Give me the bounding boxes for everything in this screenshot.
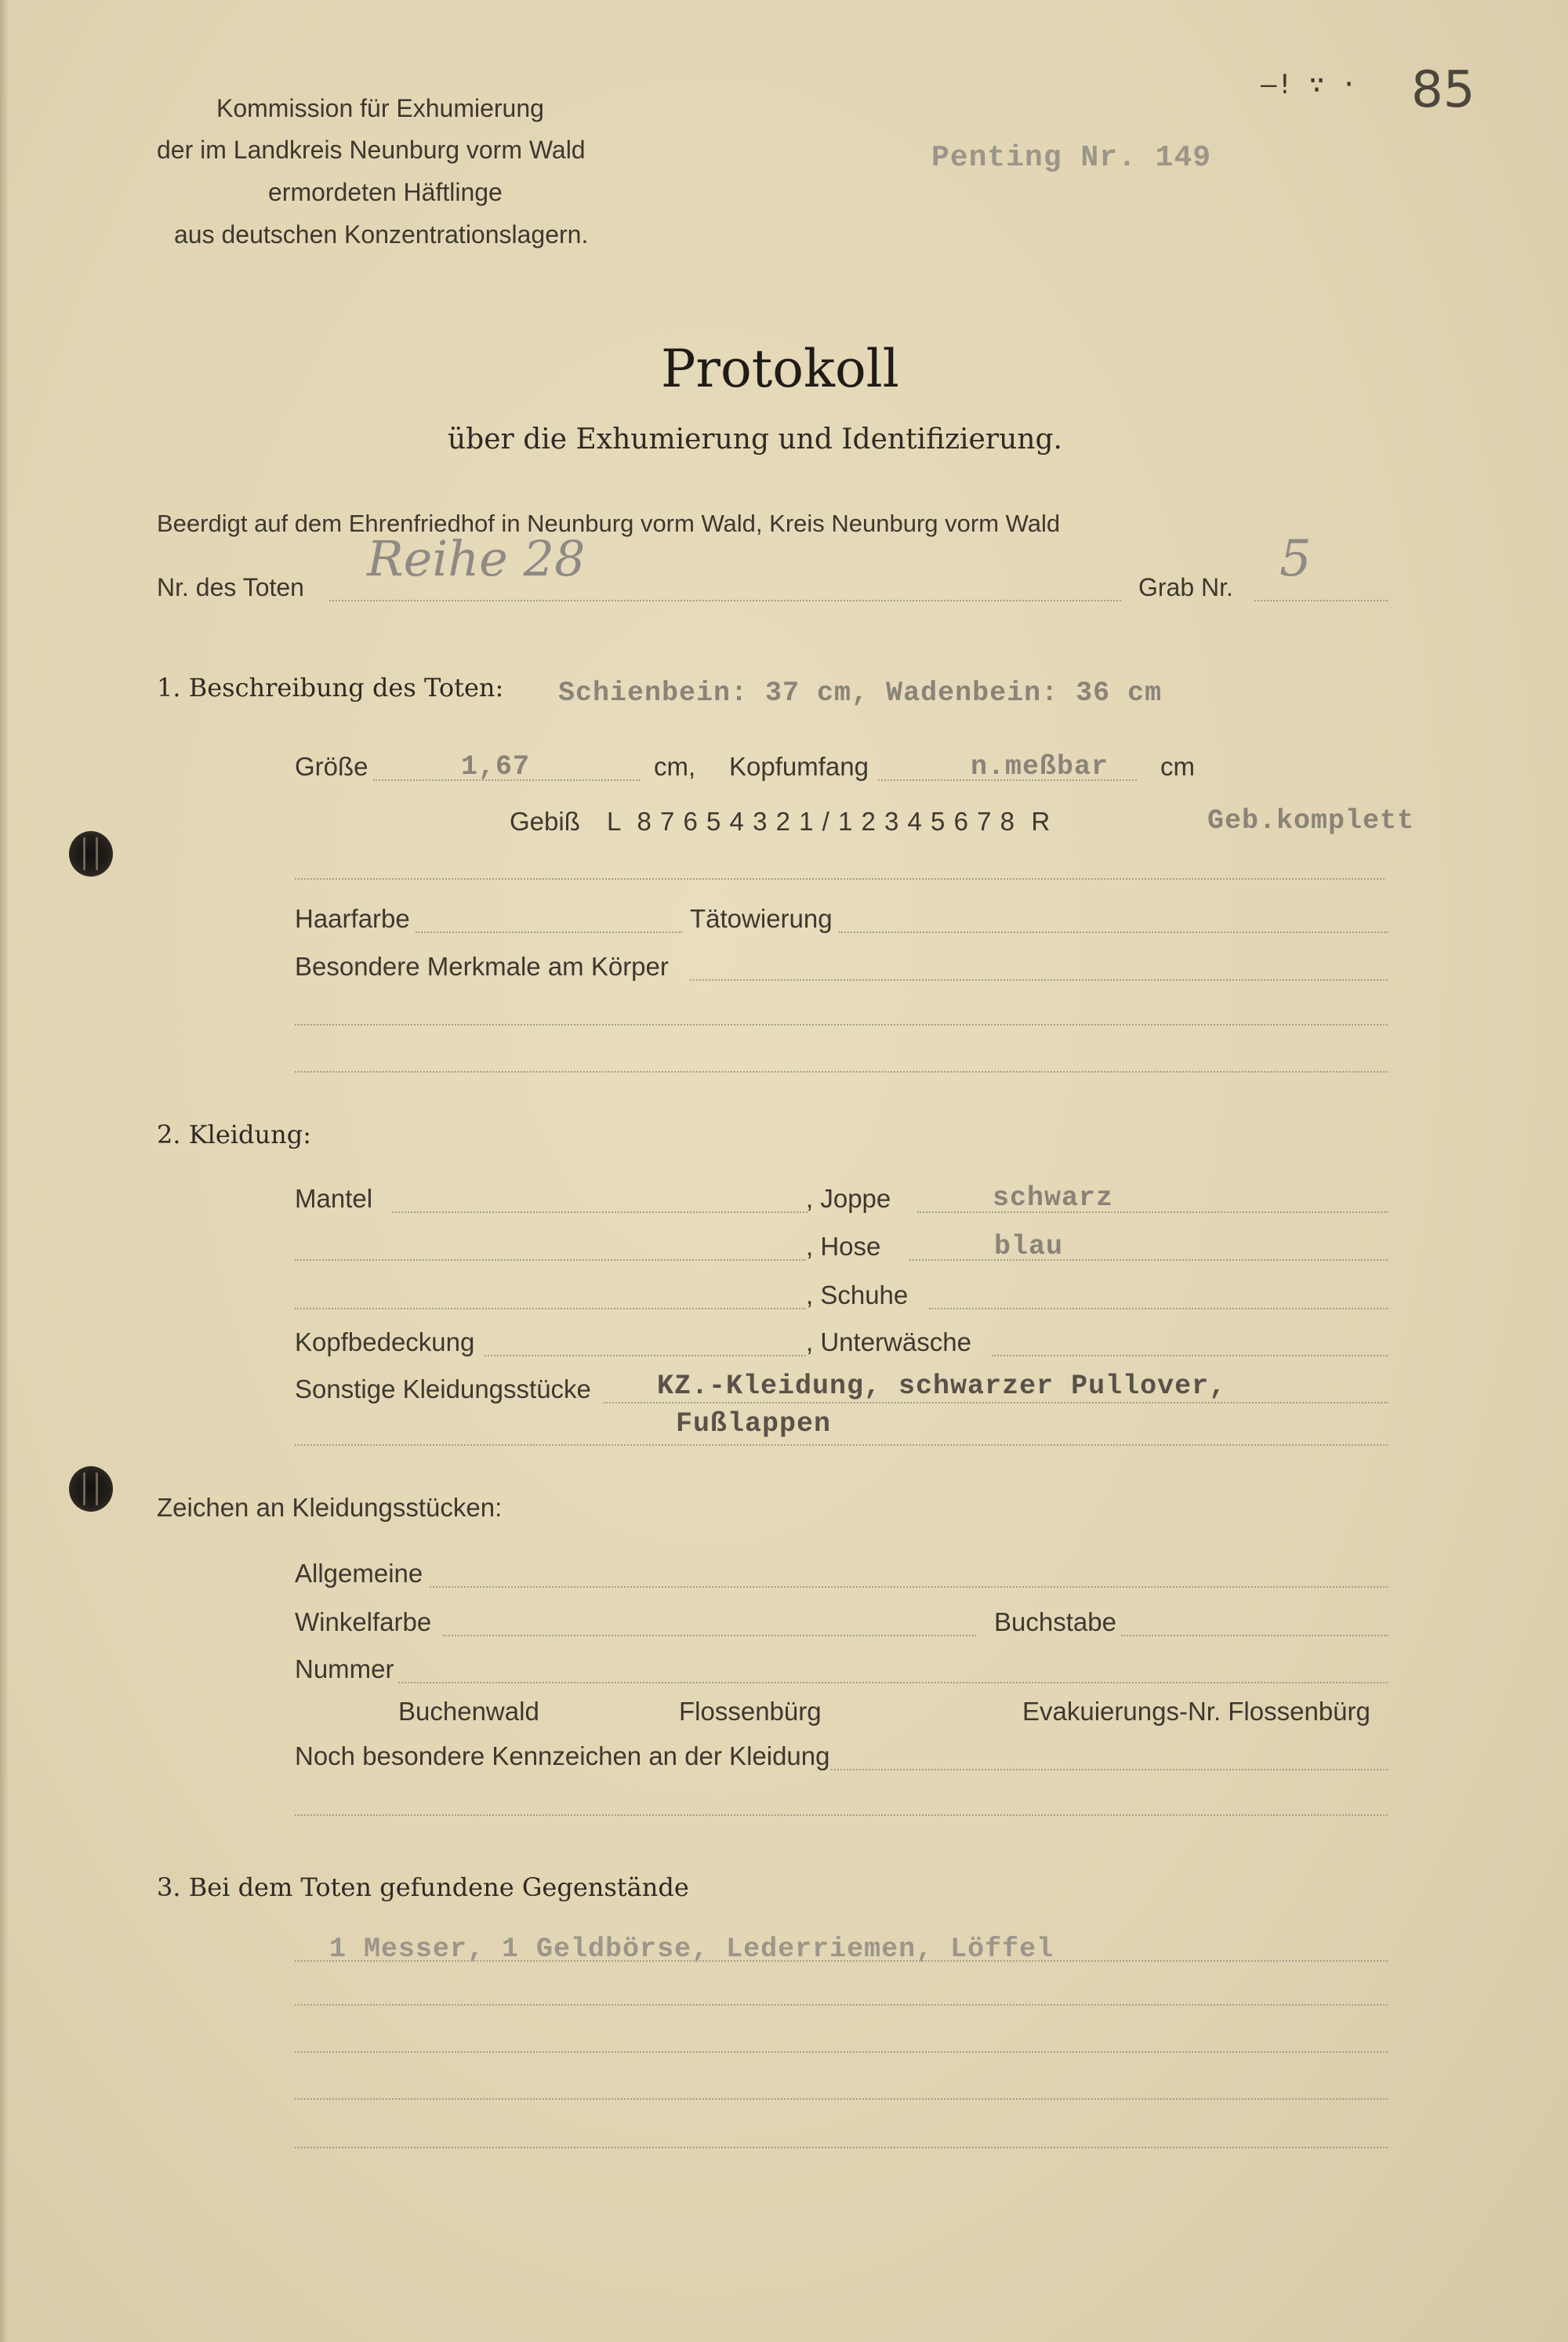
section3-value: 1 Messer, 1 Geldbörse, Lederriemen, Löffel — [329, 1934, 1054, 1965]
cm2-label: cm — [1160, 752, 1195, 781]
section3-line-1 — [295, 1960, 1388, 1962]
allgemeine-label: Allgemeine — [295, 1559, 423, 1588]
unterwaesche-label: , Unterwäsche — [806, 1327, 971, 1356]
buchstabe-line — [1121, 1635, 1388, 1636]
grab-value: 5 — [1279, 530, 1312, 588]
groesse-value: 1,67 — [461, 751, 531, 782]
hose-value: blau — [994, 1231, 1064, 1262]
zeichen-heading: Zeichen an Kleidungsstücken: — [157, 1493, 503, 1522]
nr-line — [329, 600, 1121, 601]
mantel-label: Mantel — [295, 1184, 373, 1213]
top-right-marks: –! ∵ · — [1261, 69, 1357, 100]
section3-line-4 — [295, 2098, 1388, 2100]
sonstige-value-1: KZ.-Kleidung, schwarzer Pullover, — [657, 1371, 1227, 1402]
winkelfarbe-line — [443, 1635, 976, 1636]
kopfumfang-label: Kopfumfang — [729, 752, 869, 781]
noch-line — [831, 1769, 1388, 1770]
sonstige-label: Sonstige Kleidungsstücke — [295, 1374, 591, 1403]
merkmale-line — [690, 979, 1388, 981]
sonstige-line — [604, 1402, 1388, 1403]
section2-heading: 2. Kleidung: — [157, 1120, 311, 1149]
commission-line-4: aus deutschen Konzentrationslagern. — [174, 220, 589, 249]
groesse-label: Größe — [295, 752, 368, 781]
joppe-line — [917, 1211, 1388, 1213]
page-edge — [0, 0, 8, 2342]
grab-line — [1254, 600, 1388, 601]
buchenwald-label: Buchenwald — [398, 1697, 539, 1726]
hose-label: , Hose — [806, 1232, 881, 1261]
mantel-line — [392, 1211, 808, 1213]
joppe-label: , Joppe — [806, 1184, 891, 1213]
grab-label: Grab Nr. — [1138, 573, 1233, 601]
section3-line-2 — [295, 2004, 1388, 2006]
sonstige-line-2 — [295, 1444, 1388, 1446]
joppe-value: schwarz — [993, 1182, 1114, 1214]
document-title: Protokoll — [661, 339, 899, 399]
merkmale-line-3 — [295, 1071, 1388, 1073]
punch-hole-top — [69, 831, 113, 877]
document-subtitle: über die Exhumierung und Identifizierung. — [448, 423, 1062, 456]
nummer-line — [398, 1682, 1388, 1683]
section3-heading: 3. Bei dem Toten gefundene Gegenstände — [157, 1872, 689, 1902]
noch-label: Noch besondere Kennzeichen an der Kleidung — [295, 1741, 830, 1770]
merkmale-line-2 — [295, 1024, 1388, 1026]
commission-line-1: Kommission für Exhumierung — [216, 94, 544, 122]
evakuierung-label: Evakuierungs-Nr. Flossenbürg — [1022, 1697, 1370, 1726]
hose-line — [909, 1259, 1388, 1261]
haarfarbe-line — [416, 931, 682, 933]
flossenbuerg-label: Flossenbürg — [679, 1697, 822, 1726]
buchstabe-label: Buchstabe — [994, 1607, 1116, 1636]
sonstige-value-2: Fußlappen — [676, 1408, 832, 1440]
haarfarbe-label: Haarfarbe — [295, 904, 410, 933]
schuhe-line — [929, 1308, 1388, 1309]
mantel-line-2 — [295, 1259, 806, 1261]
noch-line-2 — [295, 1814, 1388, 1816]
nr-label: Nr. des Toten — [157, 573, 304, 601]
taetowierung-label: Tätowierung — [690, 904, 833, 933]
gebiss-continuation-line — [295, 878, 1385, 880]
unterwaesche-line — [992, 1355, 1388, 1356]
nr-value: Reihe 28 — [367, 530, 586, 587]
cm-label: cm, — [654, 752, 696, 781]
punch-hole-bottom — [69, 1466, 113, 1512]
nummer-label: Nummer — [295, 1654, 394, 1683]
winkelfarbe-label: Winkelfarbe — [295, 1607, 432, 1636]
commission-line-2: der im Landkreis Neunburg vorm Wald — [157, 136, 586, 164]
kopfbedeckung-line — [485, 1355, 806, 1356]
gebiss-value: Geb.komplett — [1207, 805, 1415, 837]
description-value: Schienbein: 37 cm, Wadenbein: 36 cm — [558, 677, 1163, 709]
allgemeine-line — [430, 1586, 1388, 1588]
commission-line-3: ermordeten Häftlinge — [268, 178, 503, 206]
section3-line-5 — [295, 2147, 1388, 2148]
burial-line: Beerdigt auf dem Ehrenfriedhof in Neunburg vorm Wald, Kreis Neunburg vorm Wald — [157, 510, 1061, 537]
mantel-line-3 — [295, 1308, 806, 1309]
kopfbedeckung-label: Kopfbedeckung — [295, 1327, 475, 1356]
page-number: 85 — [1411, 61, 1475, 119]
penting-stamp: Penting Nr. 149 — [931, 141, 1212, 175]
gebiss-scheme: L 8 7 6 5 4 3 2 1 / 1 2 3 4 5 6 7 8 R — [607, 807, 1051, 836]
taetowierung-line — [839, 931, 1388, 933]
section3-line-3 — [295, 2051, 1388, 2053]
merkmale-label: Besondere Merkmale am Körper — [295, 952, 669, 981]
kopfumfang-value: n.meßbar — [971, 751, 1109, 782]
schuhe-label: , Schuhe — [806, 1280, 909, 1309]
section1-heading: 1. Beschreibung des Toten: — [157, 673, 504, 703]
gebiss-label: Gebiß — [510, 807, 580, 836]
